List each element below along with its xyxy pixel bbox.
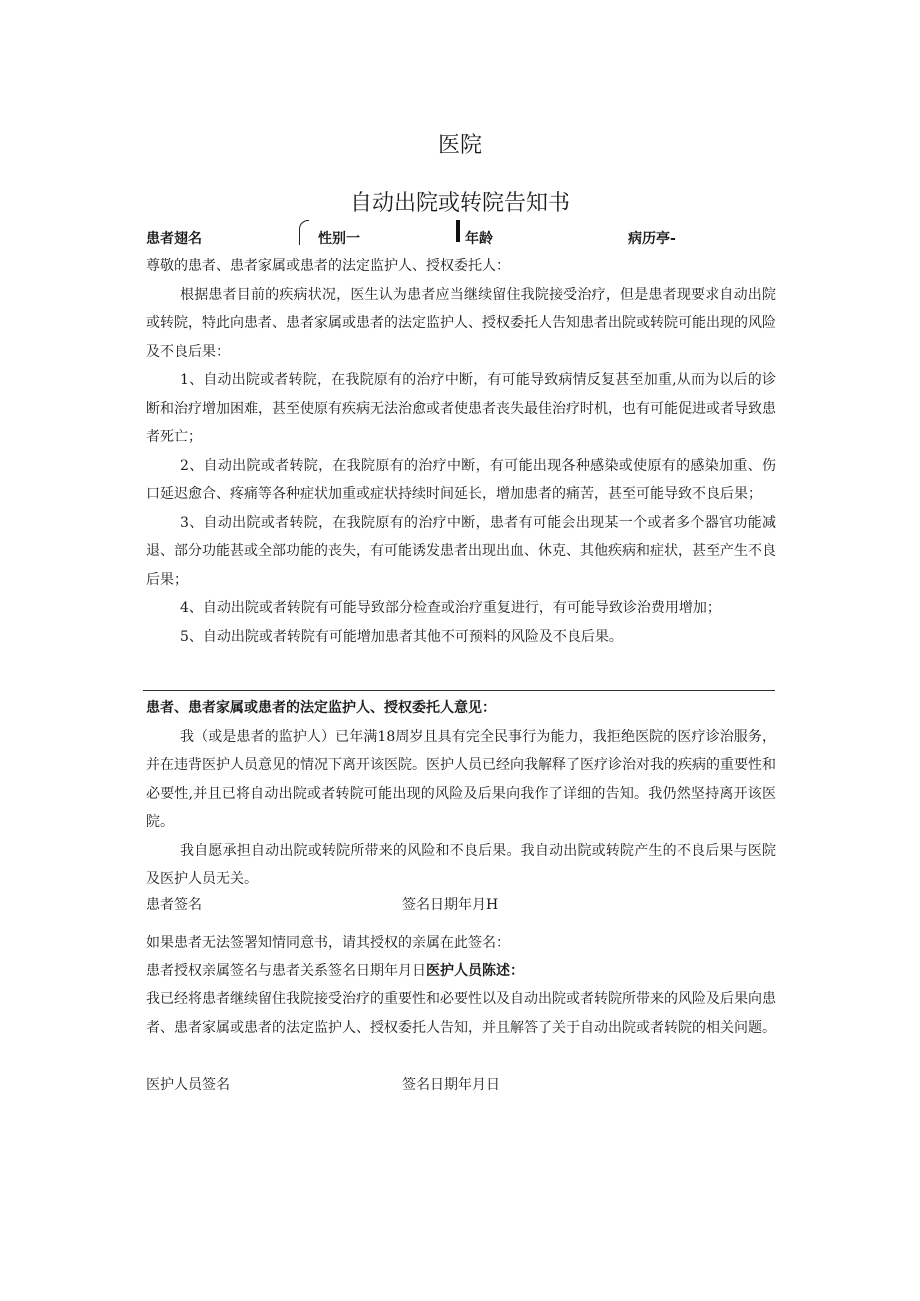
intro-paragraph: 根据患者目前的疾病状况，医生认为患者应当继续留住我院接受治疗，但是患者现要求自动出院或转院，特此向患者、患者家属或患者的法定监护人、授权委托人告知患者出院或转院可能出现的风险及不良后果： xyxy=(146,286,776,360)
risk-item-4: 4、自动出院或者转院有可能导致部分检查或治疗重复进行，有可能导致诊治费用增加； xyxy=(180,600,721,616)
salutation: 尊敬的患者、患者家属或患者的法定监护人、授权委托人： xyxy=(146,258,510,274)
proxy-signature-text: 患者授权亲属签名与患者关系签名日期年月日 xyxy=(146,963,426,979)
gender-label: 性别一 xyxy=(318,231,360,247)
handwritten-bracket-mark xyxy=(299,220,309,245)
notice-section xyxy=(146,252,776,651)
staff-statement-section xyxy=(146,985,776,1042)
medical-record-label: 病历亭- xyxy=(628,231,676,247)
proxy-signature-line xyxy=(146,960,524,980)
proxy-note: 如果患者无法签署知情同意书，请其授权的亲属在此签名： xyxy=(146,935,510,951)
risk-item-2: 2、自动出院或者转院，在我院原有的治疗中断，有可能出现各种感染或使原有的感染加重、伤口延迟愈合、疼痛等各种症状加重或症状持续时间延长，增加患者的痛苦，甚至可能导致不良后果； xyxy=(146,457,776,502)
opinion-section xyxy=(146,694,776,894)
staff-signature-label: 医护人员签名 xyxy=(146,1077,230,1093)
risk-item-1: 1、自动出院或者转院，在我院原有的治疗中断，有可能导致病情反复甚至加重,从而为以后的诊断和治疗增加困难，甚至使原有疾病无法治愈或者使患者丧失最佳治疗时机，也有可能促进或者导致患者死亡； xyxy=(146,372,776,445)
patient-info-row xyxy=(0,224,920,250)
risk-item-3: 3、自动出院或者转院，在我院原有的治疗中断，患者有可能会出现某一个或者多个器官功能减退、部分功能甚或全部功能的丧失，有可能诱发患者出现出血、休克、其他疾病和症状，甚至产生不良后果； xyxy=(146,514,776,588)
opinion-paragraph-2: 我自愿承担自动出院或转院所带来的风险和不良后果。我自动出院或转院产生的不良后果与医院及医护人员无关。 xyxy=(146,842,776,887)
hospital-name: 医院 xyxy=(437,133,482,158)
document-title: 自动出院或转院告知书 xyxy=(349,191,570,216)
staff-statement: 我已经将患者继续留住我院接受治疗的重要性和必要性以及自动出院或者转院所带来的风险及后果向患者、患者家属或患者的法定监护人、授权委托人告知，并且解答了关于自动出院或者转院的相关问题。 xyxy=(146,991,776,1036)
section-divider xyxy=(143,690,775,691)
staff-statement-heading: 医护人员陈述： xyxy=(426,963,524,979)
age-label: 年龄 xyxy=(465,231,493,247)
handwritten-bar-mark xyxy=(456,220,460,242)
patient-signature-date: 签名日期年月H xyxy=(402,897,499,913)
patient-signature-label: 患者签名 xyxy=(146,897,202,913)
staff-signature-date: 签名日期年月日 xyxy=(402,1077,500,1093)
risk-item-5: 5、自动出院或者转院有可能增加患者其他不可预料的风险及不良后果。 xyxy=(180,628,623,645)
patient-name-label: 患者翅名 xyxy=(146,231,202,247)
opinion-heading: 患者、患者家属或患者的法定监护人、授权委托人意见： xyxy=(146,700,496,716)
opinion-paragraph-1: 我（或是患者的监护人）已年满18周岁且具有完全民事行为能力，我拒绝医院的医疗诊治服务，并在违背医护人员意见的情况下离开该医院。医护人员已经向我解释了医疗诊治对我的疾病的重要性和必要性,并且已将自动出院或者转院可能出现的风险及后果向我作了详细的告知。我仍然坚持离开该医院。 xyxy=(146,728,776,830)
